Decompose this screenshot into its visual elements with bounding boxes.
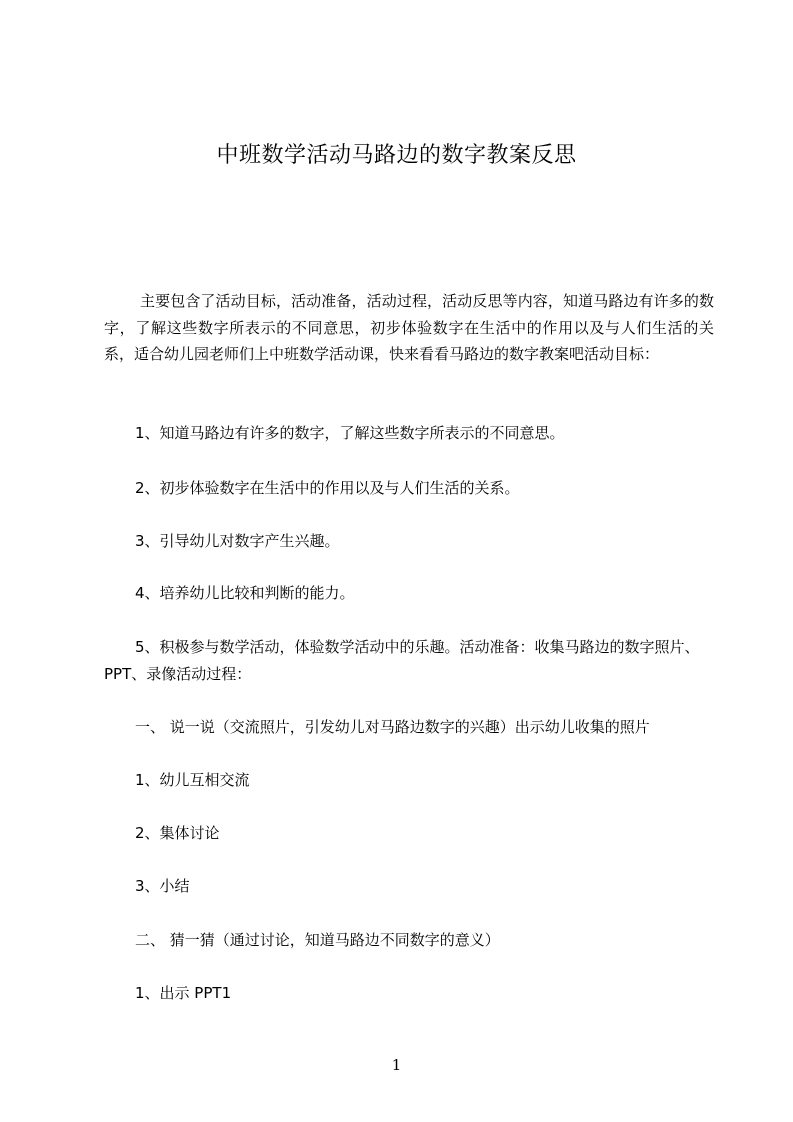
intro-paragraph: 主要包含了活动目标，活动准备，活动过程，活动反思等内容，知道马路边有许多的数字，了解这些数字所表示的不同意思，初步体验数字在生活中的作用以及与人们生活的关系，适合幼儿园老师们上中班数学活动课，快来看看马路边的数字教案吧活动目标： — [104, 292, 714, 363]
goal-item-3: 3、引导幼儿对数字产生兴趣。 — [135, 532, 340, 550]
process-step-1-item-3: 3、小结 — [135, 877, 190, 895]
goal-item-4: 4、培养幼儿比较和判断的能力。 — [135, 584, 355, 602]
process-step-1-item-2: 2、集体讨论 — [135, 824, 220, 842]
process-step-2-item-1: 1、出示 PPT1 — [135, 984, 232, 1002]
process-step-1-heading: 一、 说一说（交流照片，引发幼儿对马路边数字的兴趣）出示幼儿收集的照片 — [135, 718, 650, 736]
goal-item-2: 2、初步体验数字在生活中的作用以及与人们生活的关系。 — [135, 479, 520, 497]
page-number: 1 — [391, 1056, 402, 1074]
process-step-1-item-1: 1、幼儿互相交流 — [135, 771, 250, 789]
goal-5-and-preparation: 5、积极参与数学活动，体验数学活动中的乐趣。活动准备：收集马路边的数字照片、PPT、录像活动过程： — [104, 638, 700, 683]
goal-item-1: 1、知道马路边有许多的数字，了解这些数字所表示的不同意思。 — [135, 424, 565, 442]
document-title: 中班数学活动马路边的数字教案反思 — [216, 143, 577, 168]
process-step-2-heading: 二、 猜一猜（通过讨论，知道马路边不同数字的意义） — [135, 931, 500, 949]
